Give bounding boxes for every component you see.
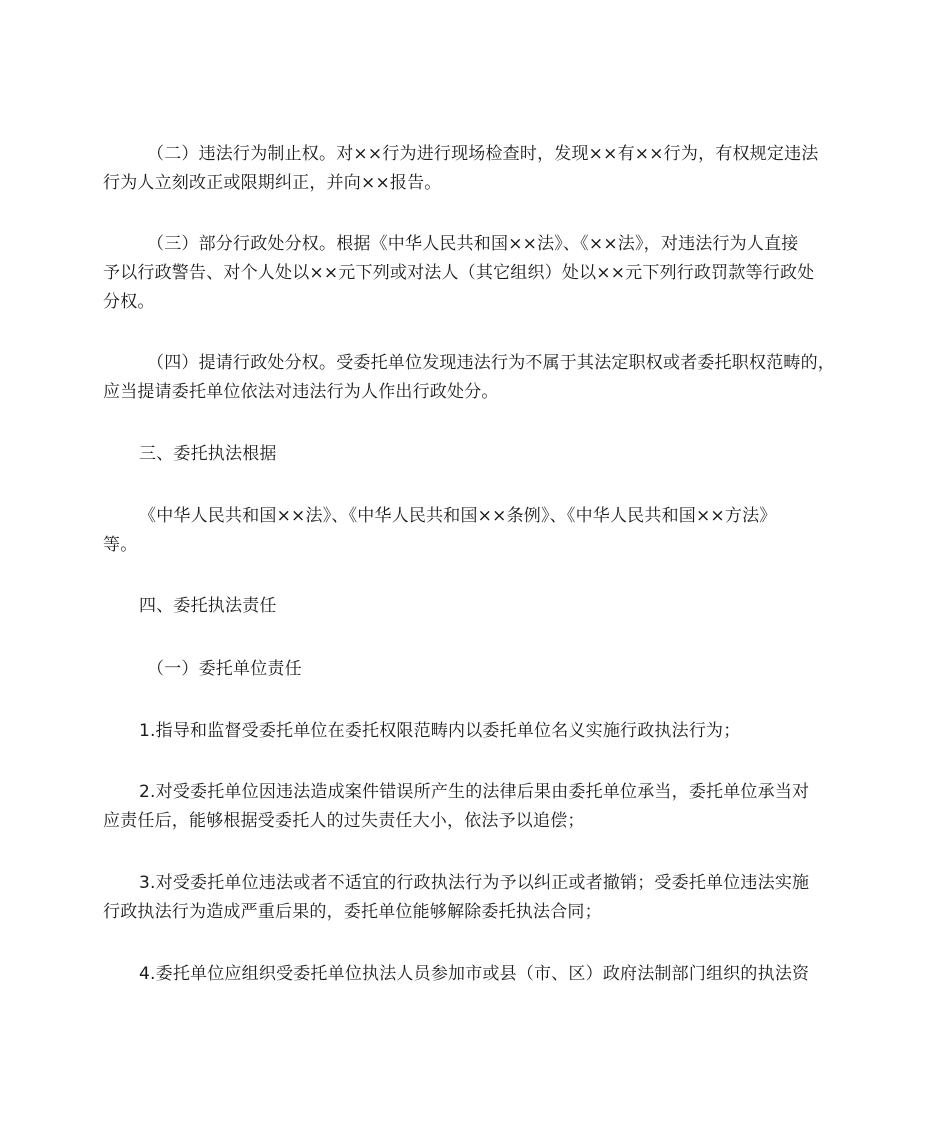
text-line: （二）违法行为制止权。对××行为进行现场检查时，发现××有××行为，有权规定违法	[147, 144, 819, 164]
text-line: 应当提请委托单位依法对违法行为人作出行政处分。	[103, 382, 499, 402]
section-heading-responsibility	[103, 592, 863, 621]
text-line: 等。	[103, 535, 138, 555]
subheading-entrusting-unit	[103, 655, 863, 684]
text-line: 四、委托执法责任	[139, 596, 277, 616]
text-line: （一）委托单位责任	[147, 659, 302, 679]
list-item-4	[103, 960, 863, 989]
list-item-1	[103, 717, 863, 746]
text-line: 应责任后，能够根据受委托人的过失责任大小，依法予以追偿；	[103, 811, 585, 831]
text-line: 三、委托执法根据	[139, 444, 277, 464]
text-line: 《中华人民共和国××法》、《中华人民共和国××条例》、《中华人民共和国××方法》	[139, 506, 777, 526]
text-line: 分权。	[103, 292, 155, 312]
text-line: （四）提请行政处分权。受委托单位发现违法行为不属于其法定职权或者委托职权范畴的，	[147, 353, 835, 373]
list-item-3	[103, 869, 863, 927]
text-line: （三）部分行政处分权。根据《中华人民共和国××法》、《××法》，对违法行为人直接	[147, 234, 799, 254]
paragraph-partial-penalty-right	[103, 230, 863, 317]
text-line: 2.对受委托单位因违法造成案件错误所产生的法律后果由委托单位承当，委托单位承当对	[139, 782, 810, 802]
text-line: 予以行政警告、对个人处以××元下列或对法人（其它组织）处以××元下列行政罚款等行政处	[103, 263, 815, 283]
paragraph-violation-stop-right	[103, 140, 863, 198]
paragraph-legal-basis	[103, 502, 863, 560]
section-heading-basis	[103, 440, 863, 469]
text-line: 行为人立刻改正或限期纠正，并向××报告。	[103, 173, 442, 193]
text-line: 3.对受委托单位违法或者不适宜的行政执法行为予以纠正或者撤销；受委托单位违法实施	[139, 873, 810, 893]
text-line: 1.指导和监督受委托单位在委托权限范畴内以委托单位名义实施行政执法行为；	[139, 721, 741, 741]
text-line: 行政执法行为造成严重后果的，委托单位能够解除委托执法合同；	[103, 902, 602, 922]
list-item-2	[103, 778, 863, 836]
paragraph-request-penalty-right	[103, 349, 863, 407]
text-line: 4.委托单位应组织受委托单位执法人员参加市或县（市、区）政府法制部门组织的执法资	[139, 964, 810, 984]
